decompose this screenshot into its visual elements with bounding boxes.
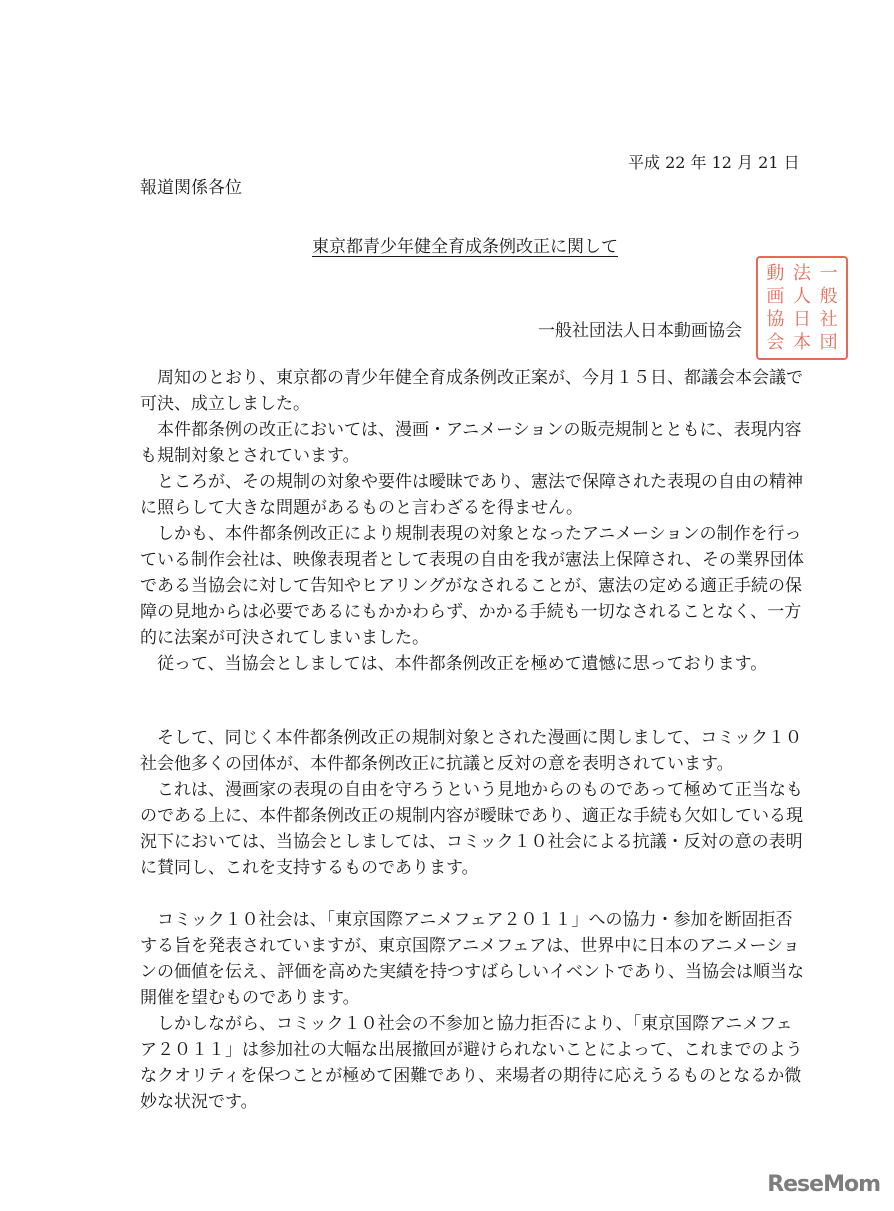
paragraph xyxy=(140,725,802,777)
paragraph xyxy=(140,907,805,1011)
seal-glyph: 動 xyxy=(766,262,785,284)
seal-glyph: 人 xyxy=(792,285,811,307)
paragraph xyxy=(140,651,786,677)
text-line: 可決、成立しました。 xyxy=(140,394,310,414)
paragraph xyxy=(140,777,803,881)
text-line: ア２０１１」は参加社の大幅な出展撤回が避けられないことによって、これまでのよう xyxy=(140,1040,803,1060)
section-3 xyxy=(140,907,805,1115)
text-line: 的に法案が可決されてしまいました。 xyxy=(140,628,429,648)
seal-glyph: 法 xyxy=(792,262,811,284)
text-line: コミック１０社会は、「東京国際アニメフェア２０１１」への協力・参加を断固拒否 xyxy=(157,910,793,930)
text-line: これは、漫画家の表現の自由を守ろうという見地からのものであって極めて正当なも xyxy=(157,780,803,800)
seal-glyph: 一 xyxy=(819,262,838,284)
seal-glyph: 日 xyxy=(792,308,811,330)
text-line: 本件都条例の改正においては、漫画・アニメーションの販売規制とともに、表現内容 xyxy=(157,420,802,440)
document-title: 東京都青少年健全育成条例改正に関して xyxy=(312,237,618,257)
seal-glyph: 画 xyxy=(766,285,785,307)
seal-glyph: 本 xyxy=(792,331,811,353)
paragraph xyxy=(140,1011,803,1115)
seal-glyph: 協 xyxy=(766,308,785,330)
seal-glyph: 会 xyxy=(766,331,785,353)
seal-glyph: 般 xyxy=(819,285,838,307)
text-line: に賛同し、これを支持するものであります。 xyxy=(140,858,479,878)
organization-name: 一般社団法人日本動画協会 xyxy=(538,321,742,341)
seal-glyph: 社 xyxy=(819,308,838,330)
text-line: 開催を望むものであります。 xyxy=(140,988,360,1008)
paragraph xyxy=(140,521,805,651)
text-line: しかも、本件都条例改正により規制表現の対象となったアニメーションの制作を行っ xyxy=(157,524,802,544)
text-line: 従って、当協会としましては、本件都条例改正を極めて遺憾に思っております。 xyxy=(157,654,768,674)
text-line: する旨を発表されていますが、東京国際アニメフェアは、世界中に日本のアニメーショ xyxy=(140,936,800,956)
text-line: 況下においては、当協会としましては、コミック１０社会による抗議・反対の意の表明 xyxy=(140,832,803,852)
section-1 xyxy=(140,365,805,677)
official-seal-stamp xyxy=(756,256,848,360)
text-line: ンの価値を伝え、評価を高めた実績を持つすばらしいイベントであり、当協会は順当な xyxy=(140,962,805,982)
text-line: に照らして大きな問題があるものと言わざるを得ません。 xyxy=(140,498,584,518)
text-line: ている制作会社は、映像表現者として表現の自由を我が憲法上保障され、その業界団体 xyxy=(140,550,805,570)
seal-glyph: 団 xyxy=(819,331,838,353)
text-line: そして、同じく本件都条例改正の規制対象とされた漫画に関しまして、コミック１０ xyxy=(157,728,802,748)
text-line: なクオリティを保つことが極めて困難であり、来場者の期待に応えうるものとなるか微 xyxy=(140,1066,802,1086)
paragraph xyxy=(140,469,803,521)
text-line: も規制対象とされています。 xyxy=(140,446,360,466)
text-line: である当協会に対して告知やヒアリングがなされることが、憲法の定める適正手続の保 xyxy=(140,576,802,596)
paragraph xyxy=(140,365,803,417)
text-line: 周知のとおり、東京都の青少年健全育成条例改正案が、今月１５日、都議会本会議で xyxy=(157,368,803,388)
text-line: 社会他多くの団体が、本件都条例改正に抗議と反対の意を表明されています。 xyxy=(140,754,734,774)
paragraph xyxy=(140,417,802,469)
resemom-watermark-logo: ReseMom xyxy=(767,1172,880,1197)
addressee: 報道関係各位 xyxy=(140,178,242,198)
text-line: 障の見地からは必要であるにもかかわらず、かかる手続も一切なされることなく、一方 xyxy=(140,602,802,622)
text-line: のである上に、本件都条例改正の規制内容が曖昧であり、適正な手続も欠如している現 xyxy=(140,806,803,826)
section-2 xyxy=(140,725,803,881)
document-date: 平成 22 年 12 月 21 日 xyxy=(628,153,800,172)
text-line: 妙な状況です。 xyxy=(140,1092,258,1112)
text-line: しかしながら、コミック１０社会の不参加と協力拒否により、「東京国際アニメフェ xyxy=(157,1014,793,1034)
text-line: ところが、その規制の対象や要件は曖昧であり、憲法で保障された表現の自由の精神 xyxy=(157,472,803,492)
